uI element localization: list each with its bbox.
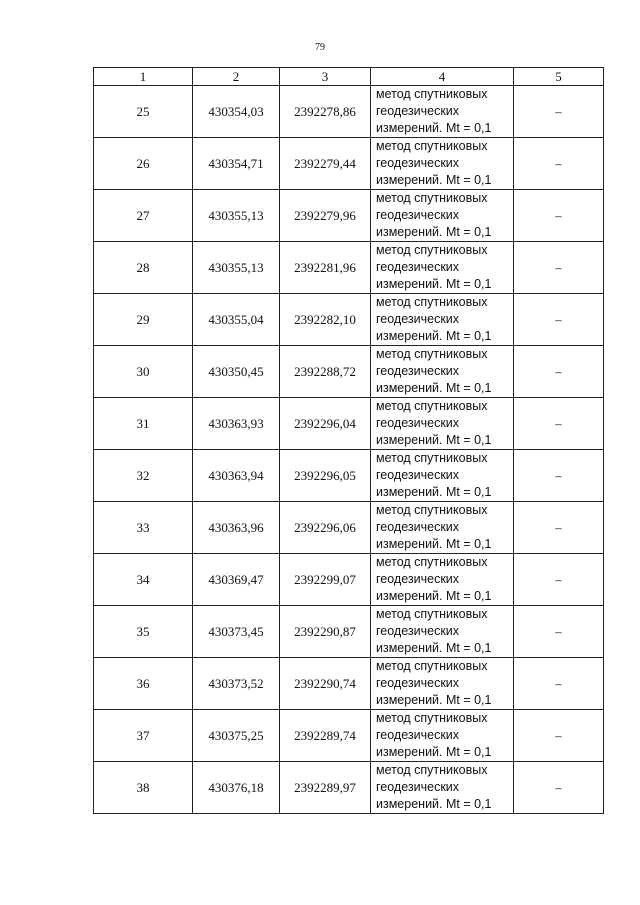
method-line: метод спутниковых: [376, 191, 488, 205]
method-cell: [371, 242, 514, 294]
method-line: измерений. Mt = 0,1: [376, 329, 492, 343]
method-line: измерений. Mt = 0,1: [376, 121, 492, 135]
note-cell: –: [514, 658, 604, 710]
table-row: [94, 242, 604, 294]
method-line: геодезических: [376, 208, 460, 222]
column-header: 5: [514, 68, 604, 86]
x-coordinate-cell: 430355,13: [193, 242, 280, 294]
method-line: измерений. Mt = 0,1: [376, 485, 492, 499]
table-row: [94, 450, 604, 502]
point-number-cell: 29: [94, 294, 193, 346]
table-row: [94, 658, 604, 710]
column-header: 3: [280, 68, 371, 86]
method-cell: [371, 710, 514, 762]
note-cell: –: [514, 138, 604, 190]
x-coordinate-cell: 430354,71: [193, 138, 280, 190]
page-number: 79: [315, 42, 325, 53]
point-number-cell: 36: [94, 658, 193, 710]
table-header-row: [94, 68, 604, 86]
y-coordinate-cell: 2392290,87: [280, 606, 371, 658]
x-coordinate-cell: 430354,03: [193, 86, 280, 138]
y-coordinate-cell: 2392290,74: [280, 658, 371, 710]
point-number-cell: 32: [94, 450, 193, 502]
table-row: [94, 554, 604, 606]
method-line: измерений. Mt = 0,1: [376, 693, 492, 707]
method-cell: [371, 554, 514, 606]
table-row: [94, 190, 604, 242]
column-header: 4: [371, 68, 514, 86]
method-cell: [371, 346, 514, 398]
method-line: геодезических: [376, 104, 460, 118]
y-coordinate-cell: 2392278,86: [280, 86, 371, 138]
note-cell: –: [514, 294, 604, 346]
method-cell: [371, 294, 514, 346]
method-line: геодезических: [376, 624, 460, 638]
point-number-cell: 33: [94, 502, 193, 554]
point-number-cell: 28: [94, 242, 193, 294]
table-row: [94, 138, 604, 190]
y-coordinate-cell: 2392279,44: [280, 138, 371, 190]
x-coordinate-cell: 430363,93: [193, 398, 280, 450]
method-line: метод спутниковых: [376, 139, 488, 153]
method-cell: [371, 658, 514, 710]
table-row: [94, 762, 604, 814]
method-line: измерений. Mt = 0,1: [376, 537, 492, 551]
y-coordinate-cell: 2392279,96: [280, 190, 371, 242]
note-cell: –: [514, 762, 604, 814]
method-line: метод спутниковых: [376, 295, 488, 309]
column-header: 2: [193, 68, 280, 86]
y-coordinate-cell: 2392288,72: [280, 346, 371, 398]
method-line: метод спутниковых: [376, 87, 488, 101]
method-line: геодезических: [376, 468, 460, 482]
point-number-cell: 34: [94, 554, 193, 606]
x-coordinate-cell: 430350,45: [193, 346, 280, 398]
table-row: [94, 606, 604, 658]
y-coordinate-cell: 2392289,74: [280, 710, 371, 762]
method-cell: [371, 762, 514, 814]
method-line: метод спутниковых: [376, 451, 488, 465]
x-coordinate-cell: 430355,13: [193, 190, 280, 242]
y-coordinate-cell: 2392296,05: [280, 450, 371, 502]
table-body: [94, 86, 604, 814]
y-coordinate-cell: 2392296,04: [280, 398, 371, 450]
method-cell: [371, 86, 514, 138]
method-line: измерений. Mt = 0,1: [376, 277, 492, 291]
method-line: метод спутниковых: [376, 399, 488, 413]
method-line: метод спутниковых: [376, 659, 488, 673]
method-line: измерений. Mt = 0,1: [376, 173, 492, 187]
note-cell: –: [514, 346, 604, 398]
point-number-cell: 25: [94, 86, 193, 138]
method-line: метод спутниковых: [376, 503, 488, 517]
method-line: измерений. Mt = 0,1: [376, 745, 492, 759]
note-cell: –: [514, 450, 604, 502]
note-cell: –: [514, 190, 604, 242]
method-line: измерений. Mt = 0,1: [376, 433, 492, 447]
method-cell: [371, 606, 514, 658]
method-line: метод спутниковых: [376, 607, 488, 621]
method-line: метод спутниковых: [376, 763, 488, 777]
x-coordinate-cell: 430373,52: [193, 658, 280, 710]
method-cell: [371, 450, 514, 502]
y-coordinate-cell: 2392299,07: [280, 554, 371, 606]
method-cell: [371, 398, 514, 450]
table-row: [94, 346, 604, 398]
method-line: метод спутниковых: [376, 243, 488, 257]
note-cell: –: [514, 554, 604, 606]
point-number-cell: 38: [94, 762, 193, 814]
method-line: геодезических: [376, 780, 460, 794]
table-row: [94, 86, 604, 138]
point-number-cell: 35: [94, 606, 193, 658]
method-line: геодезических: [376, 676, 460, 690]
method-line: измерений. Mt = 0,1: [376, 381, 492, 395]
method-line: геодезических: [376, 260, 460, 274]
point-number-cell: 26: [94, 138, 193, 190]
table-row: [94, 398, 604, 450]
x-coordinate-cell: 430369,47: [193, 554, 280, 606]
note-cell: –: [514, 242, 604, 294]
y-coordinate-cell: 2392281,96: [280, 242, 371, 294]
note-cell: –: [514, 710, 604, 762]
method-line: геодезических: [376, 312, 460, 326]
x-coordinate-cell: 430375,25: [193, 710, 280, 762]
table-row: [94, 710, 604, 762]
point-number-cell: 37: [94, 710, 193, 762]
method-line: геодезических: [376, 156, 460, 170]
method-line: метод спутниковых: [376, 555, 488, 569]
note-cell: –: [514, 606, 604, 658]
table-row: [94, 502, 604, 554]
method-line: геодезических: [376, 416, 460, 430]
method-cell: [371, 502, 514, 554]
method-cell: [371, 190, 514, 242]
method-line: геодезических: [376, 728, 460, 742]
method-line: геодезических: [376, 520, 460, 534]
point-number-cell: 27: [94, 190, 193, 242]
method-line: геодезических: [376, 364, 460, 378]
y-coordinate-cell: 2392296,06: [280, 502, 371, 554]
x-coordinate-cell: 430355,04: [193, 294, 280, 346]
y-coordinate-cell: 2392289,97: [280, 762, 371, 814]
y-coordinate-cell: 2392282,10: [280, 294, 371, 346]
method-line: измерений. Mt = 0,1: [376, 797, 492, 811]
method-cell: [371, 138, 514, 190]
x-coordinate-cell: 430376,18: [193, 762, 280, 814]
method-line: геодезических: [376, 572, 460, 586]
coordinates-table: [93, 67, 604, 814]
note-cell: –: [514, 502, 604, 554]
method-line: измерений. Mt = 0,1: [376, 641, 492, 655]
method-line: метод спутниковых: [376, 711, 488, 725]
method-line: измерений. Mt = 0,1: [376, 225, 492, 239]
note-cell: –: [514, 398, 604, 450]
x-coordinate-cell: 430373,45: [193, 606, 280, 658]
x-coordinate-cell: 430363,94: [193, 450, 280, 502]
table-row: [94, 294, 604, 346]
column-header: 1: [94, 68, 193, 86]
point-number-cell: 31: [94, 398, 193, 450]
point-number-cell: 30: [94, 346, 193, 398]
note-cell: –: [514, 86, 604, 138]
method-line: измерений. Mt = 0,1: [376, 589, 492, 603]
method-line: метод спутниковых: [376, 347, 488, 361]
x-coordinate-cell: 430363,96: [193, 502, 280, 554]
